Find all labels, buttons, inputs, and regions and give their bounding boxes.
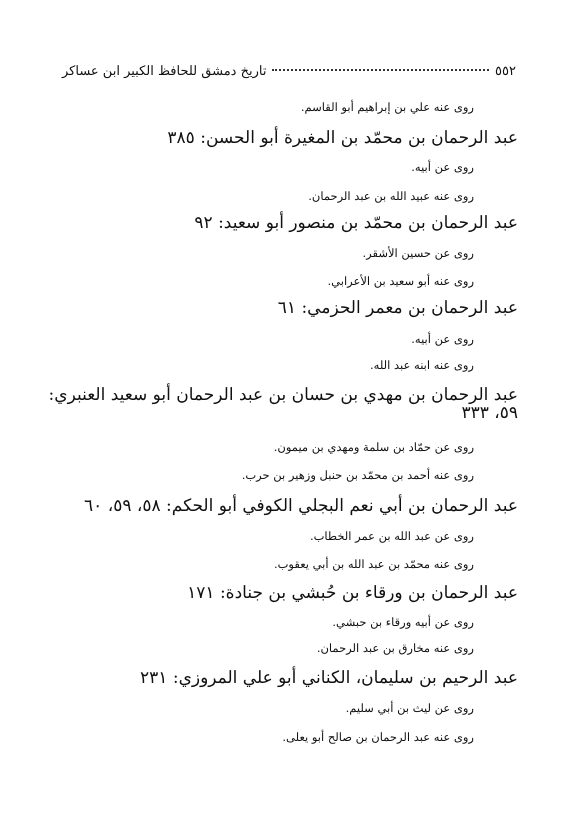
header-dot-leader (272, 69, 489, 71)
narration-line: روى عن أبيه ورقاء بن حبشي. (332, 615, 474, 629)
narration-line: روى عن أبيه. (411, 160, 474, 174)
narration-line: روى عنه أبو سعيد بن الأعرابي. (327, 274, 474, 288)
entry-heading: عبد الرحمان بن مهدي بن حسان بن عبد الرحمان أبو سعيد العنبري: (48, 385, 518, 405)
narration-line: روى عنه مخارق بن عبد الرحمان. (316, 641, 474, 655)
narration-line: روى عن أبيه. (411, 332, 474, 346)
narration-line: روى عن ليث بن أبي سليم. (345, 701, 474, 715)
entry-heading: عبد الرحمان بن معمر الحزمي: ٦١ (277, 298, 518, 318)
entry-heading: عبد الرحيم بن سليمان، الكناني أبو علي المروزي: ٢٣١ (140, 668, 518, 688)
entry-heading: عبد الرحمان بن محمّد بن المغيرة أبو الحسن: ٣٨٥ (167, 128, 518, 148)
narration-line: روى عنه ابنه عبد الله. (370, 358, 474, 372)
narration-line: روى عنه أحمد بن محمّد بن حنبل وزهير بن حرب. (241, 468, 474, 482)
narration-line: روى عنه محمّد بن عبد الله بن أبي يعقوب. (273, 557, 474, 571)
narration-line: روى عن حسين الأشقر. (362, 246, 474, 260)
running-header (62, 64, 516, 86)
entry-heading: عبد الرحمان بن ورقاء بن حُبشي بن جنادة: ١٧١ (187, 583, 518, 603)
book-title: تاريخ دمشق للحافظ الكبير ابن عساكر (62, 64, 267, 79)
narration-line: روى عن حمّاد بن سلمة ومهدي بن ميمون. (273, 440, 474, 454)
narration-line: روى عن عبد الله بن عمر الخطاب. (309, 529, 474, 543)
page-number: ٥٥٢ (495, 64, 516, 79)
narration-line: روى عنه عبيد الله بن عبد الرحمان. (308, 189, 474, 203)
entry-heading-continuation: ٥٩، ٣٣٣ (461, 403, 518, 423)
narration-line: روى عنه عبد الرحمان بن صالح أبو يعلى. (282, 730, 474, 744)
entry-heading: عبد الرحمان بن محمّد بن منصور أبو سعيد: ٩٢ (194, 213, 518, 233)
entry-heading: عبد الرحمان بن أبي نعم البجلي الكوفي أبو الحكم: ٥٨، ٥٩، ٦٠ (84, 496, 518, 516)
narration-line: روى عنه علي بن إبراهيم أبو القاسم. (300, 100, 474, 114)
